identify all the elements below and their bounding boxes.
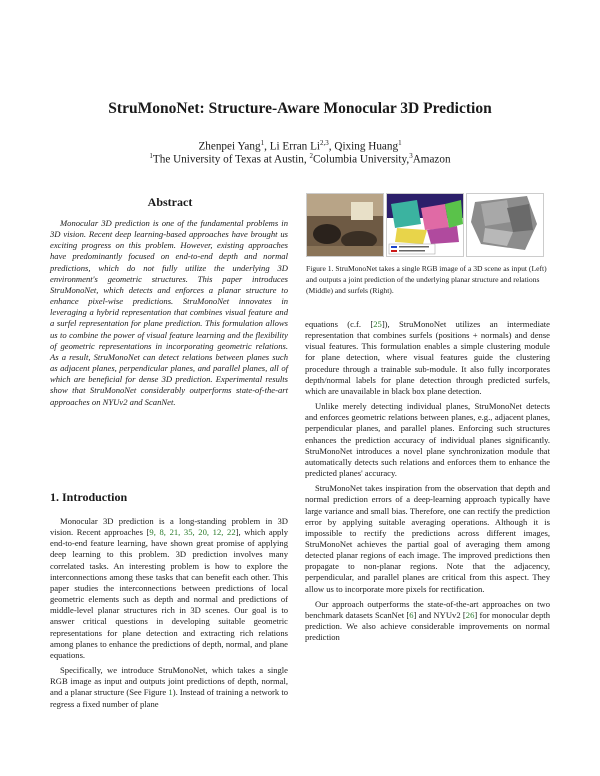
- teaser-figure: [306, 193, 550, 258]
- paragraph: [50, 665, 288, 710]
- affiliation: Amazon: [412, 153, 451, 166]
- figure-caption: Figure 1. StruMonoNet takes a single RGB image of a 3D scene as input (Left) and outputs a joint prediction of the underlying planar structure and relations (Middle) and surfels (Right).: [306, 264, 547, 295]
- text-run: ] for monocular depth prediction. We also achieve considerable improvements on normal prediction: [305, 609, 550, 643]
- author-list: Zhenpei Yang$^1$, Li Erran Li$^{2,3}$, Qixing Huang$^1$: [198, 139, 402, 153]
- text-run: equations (c.f. [: [305, 319, 374, 329]
- surfel-prediction: [466, 193, 544, 257]
- author-affil-mark: 1: [398, 139, 402, 147]
- author-name: Qixing Huang: [334, 140, 399, 153]
- text-run: Monocular 3D prediction is a long-standing problem in 3D vision. Recent approaches [: [50, 516, 288, 538]
- introduction-body: [50, 516, 288, 714]
- affil-mark: 2: [309, 152, 313, 160]
- citation-link[interactable]: 6: [409, 609, 414, 620]
- plane-structure-prediction: [386, 193, 464, 257]
- text-run: ]), StruMonoNet utilizes an intermediate representation that combines surfels (positions + normals) and dense visual features. This formulation enables a simple clustering module for plane detection, where visual features guide the clustering procedure through a trainable sub-module. It also fully incorporates depth/normal labels for plane detection through predicted surfels, which are unavailable in black box plane detection.: [305, 319, 550, 396]
- text-run: Specifically, we introduce StruMonoNet, which takes a single RGB image as input and outputs joint predictions of depth, normal, and a planar structure (See Figure: [50, 665, 288, 698]
- citation-link[interactable]: 9, 8, 21, 35, 20, 12, 22: [149, 527, 236, 538]
- input-rgb-image: [306, 193, 384, 257]
- paragraph: [50, 516, 288, 661]
- author-name: Zhenpei Yang: [198, 140, 261, 153]
- paragraph: [305, 319, 550, 397]
- citation-link[interactable]: 25: [373, 319, 382, 329]
- abstract-text: Monocular 3D prediction is one of the fundamental problems in 3D vision. Recent deep learning-based approaches have brought us exciting progress on this problem. However, existing approaches have predominantly focused on end-to-end depth and normal predictions, which do not fully utilize the underlying 3D environment's geometric structures. This paper introduces StruMonoNet, which detects and enforces a planar structure to enhance pixel-wise predictions. StruMonoNet innovates in leveraging a hybrid representation that combines visual feature and a surfel representation for plane prediction. This formulation allows us to combine the power of visual feature learning and the flexibility of geometric representations in incorporating geometric relations. As a result, StruMonoNet can detect relations between planes such as adjacent planes, perpendicular planes, and parallel planes, all of which are beneficial for dense 3D prediction. Experimental results show that StruMonoNet considerably outperforms state-of-the-art approaches on NYUv2 and ScanNet.: [50, 218, 288, 407]
- text-run: ] and NYUv2 [: [413, 609, 466, 620]
- affil-mark: 3: [409, 152, 413, 160]
- author-name: Li Erran Li: [269, 140, 321, 153]
- citation-link[interactable]: 26: [465, 609, 475, 620]
- affil-mark: 1: [149, 152, 153, 160]
- paragraph: Unlike merely detecting individual planes, StruMonoNet detects and enforces geometric relations between planes, e.g., adjacent planes, perpendicular planes, and parallel planes. Enforcing such structures enhances the prediction accuracy of individual planes significantly. StruMonoNet introduces a novel plane synchronization module that automatically detects such relations and enforces them to enhance the predicted planes' accuracy.: [305, 401, 550, 479]
- paragraph: StruMonoNet takes inspiration from the observation that depth and normal prediction errors of a deep-learning approach typically have large variance and small bias. Therefore, one can rectify the prediction error by applying suitable averaging operations. Although it is impossible to rectify the predictions across different images, StruMonoNet achieves the partial goal of averaging them among detected planar regions of each image. The improved predictions then propagate to non-planar regions. Note that the adjacency, perpendicular, and parallel planes are critical from this aspect. They allow us to incorporate more pixels for rectification.: [305, 483, 550, 594]
- affiliation: The University of Texas at Austin,: [152, 153, 310, 166]
- text-run: ], which apply end-to-end feature learning, have shown great promise of applying deep learning to this problem. 3D prediction involves many correlated tasks. An interesting problem is how to explore the interconnections among these tasks that can benefit each other. This paper studies the interconnections between predictions of local geometric elements such as depth and normal and predictions of middle-level planar structures rich in 3D scenes. Our goal is to answer critical questions in developing suitable geometric representations for plane detection and extracting rich relations among planes to enhance the predictions of depth, normal, and plane equations.: [50, 527, 288, 660]
- text-run: Our approach outperforms the state-of-the-art approaches on two benchmark datasets ScanNet [: [305, 598, 550, 620]
- figure-ref-link[interactable]: 1: [168, 687, 173, 698]
- paragraph: [305, 599, 550, 644]
- affiliation-list: [0, 152, 600, 166]
- text-run: ). Instead of training a network to regress a fixed number of plane: [50, 687, 289, 709]
- section-heading-introduction: 1. Introduction: [50, 490, 128, 504]
- affiliation: Columbia University,: [312, 153, 410, 166]
- author-affil-mark: 2,3: [320, 139, 329, 147]
- abstract-heading: Abstract: [147, 195, 193, 209]
- paper-title: StruMonoNet: Structure-Aware Monocular 3D Prediction: [108, 100, 492, 117]
- author-affil-mark: 1: [260, 139, 265, 147]
- right-column-body: [305, 319, 550, 647]
